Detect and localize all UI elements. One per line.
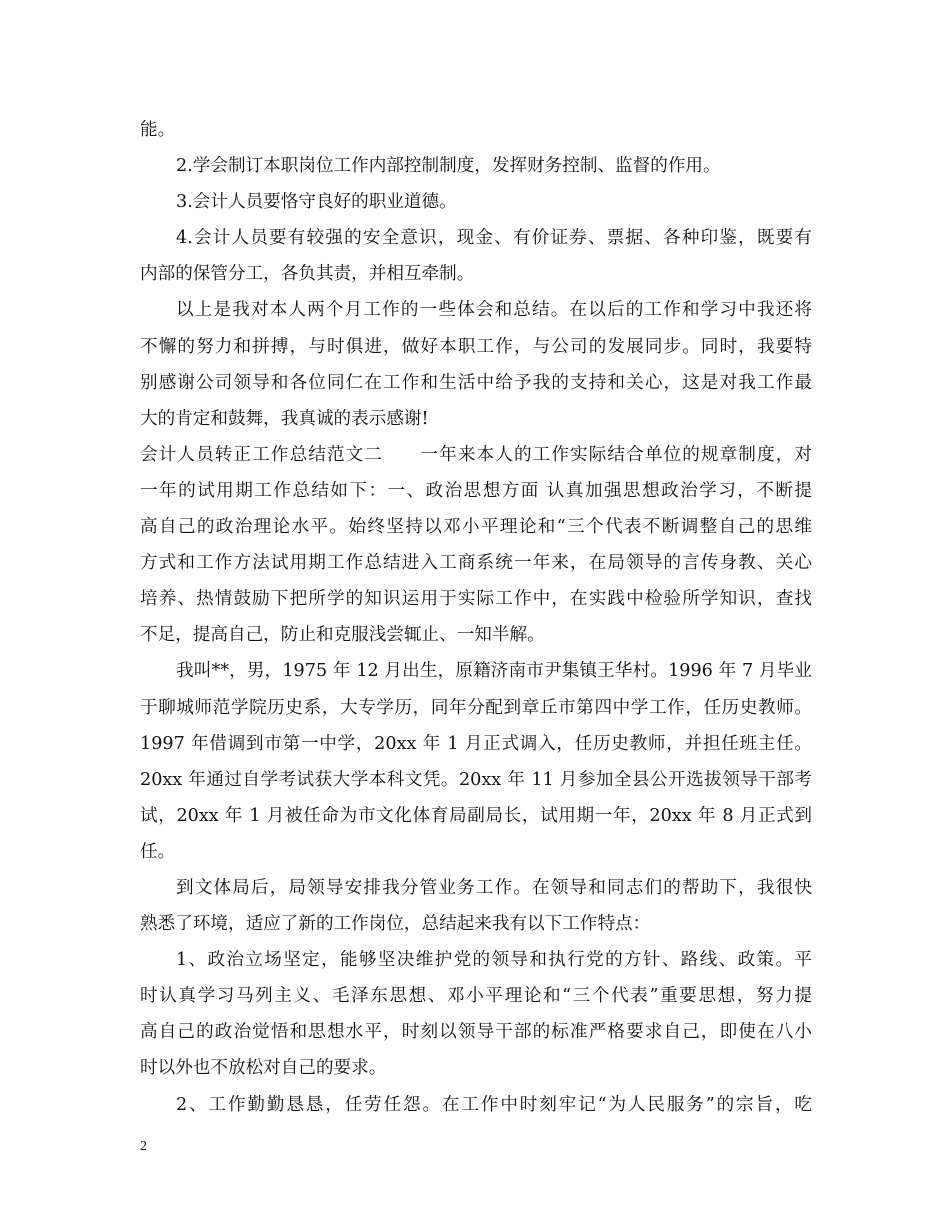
text-line: 1997 年借调到市第一中学，20xx 年 1 月正式调入，任历史教师，并担任班主任。 — [140, 733, 812, 754]
text-line: 不懈的努力和拼搏，与时俱进，做好本职工作，与公司的发展同步。同时，我要特 — [140, 336, 812, 357]
text-line: 时以外也不放松对自己的要求。 — [140, 1058, 387, 1079]
text-line: 熟悉了环境，适应了新的工作岗位，总结起来我有以下工作特点： — [140, 914, 651, 935]
text-line: 到文体局后，局领导安排我分管业务工作。在领导和同志们的帮助下，我很快 — [176, 877, 812, 898]
text-line: 会计人员转正工作总结范文二 一年来本人的工作实际结合单位的规章制度，对 — [140, 444, 812, 465]
text-line: 4.会计人员要有较强的安全意识，现金、有价证券、票据、各种印鉴，既要有 — [176, 228, 812, 249]
text-line: 高自己的政治理论水平。始终坚持以邓小平理论和“三个代表不断调整自己的思维 — [140, 517, 812, 538]
text-line: 3.会计人员要恪守良好的职业道德。 — [176, 192, 457, 213]
text-line: 2.学会制订本职岗位工作内部控制制度，发挥财务控制、监督的作用。 — [176, 156, 721, 177]
text-line: 2、工作勤勤恳恳，任劳任怨。在工作中时刻牢记“为人民服务”的宗旨，吃 — [176, 1094, 812, 1115]
text-line: 于聊城师范学院历史系，大专学历，同年分配到章丘市第四中学工作，任历史教师。 — [140, 697, 812, 718]
text-line: 我叫**，男，1975 年 12 月出生，原籍济南市尹集镇王华村。1996 年 7 月毕业 — [176, 661, 812, 682]
text-line: 能。 — [140, 120, 176, 140]
text-line: 20xx 年通过自学考试获大学本科文凭。20xx 年 11 月参加全县公开选拔领导干部考 — [140, 769, 812, 790]
text-line: 时认真学习马列主义、毛泽东思想、邓小平理论和“三个代表”重要思想，努力提 — [140, 986, 812, 1007]
page-number: 2 — [140, 1139, 147, 1154]
text-line: 培养、热情鼓励下把所学的知识运用于实际工作中，在实践中检验所学知识，查找 — [140, 589, 812, 610]
text-line: 一年的试用期工作总结如下：一、政治思想方面 认真加强思想政治学习，不断提 — [140, 480, 812, 501]
text-line: 试，20xx 年 1 月被任命为市文化体育局副局长，试用期一年，20xx 年 8 月正式到 — [140, 805, 812, 826]
text-line: 1、政治立场坚定，能够坚决维护党的领导和执行党的方针、路线、政策。平 — [176, 950, 812, 971]
text-line: 任。 — [140, 841, 176, 862]
text-line: 内部的保管分工，各负其责，并相互牵制。 — [140, 264, 475, 285]
document-body — [140, 112, 812, 1123]
text-line: 以上是我对本人两个月工作的一些体会和总结。在以后的工作和学习中我还将 — [176, 300, 812, 321]
text-line: 高自己的政治觉悟和思想水平，时刻以领导干部的标准严格要求自己，即使在八小 — [140, 1022, 812, 1043]
text-line: 别感谢公司领导和各位同仁在工作和生活中给予我的支持和关心，这是对我工作最 — [140, 372, 812, 393]
text-line: 方式和工作方法试用期工作总结进入工商系统一年来，在局领导的言传身教、关心 — [140, 553, 812, 574]
text-line: 不足，提高自己，防止和克服浅尝辄止、一知半解。 — [140, 625, 545, 646]
text-line: 大的肯定和鼓舞，我真诚的表示感谢! — [140, 408, 429, 429]
